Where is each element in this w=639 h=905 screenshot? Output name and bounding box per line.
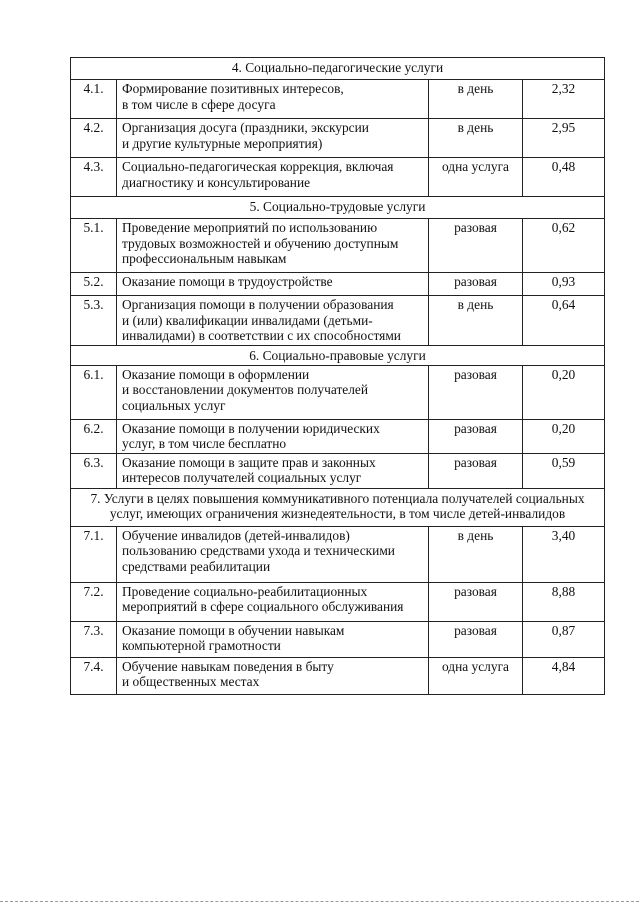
table-row xyxy=(71,219,605,273)
service-unit: в день xyxy=(429,80,523,119)
page-bottom-divider xyxy=(0,901,639,902)
service-name: Оказание помощи в защите прав и законных интересов получателей социальных услуг xyxy=(117,453,429,488)
service-name: Оказание помощи в получении юридических услуг, в том числе бесплатно xyxy=(117,419,429,453)
row-number: 5.2. xyxy=(71,273,117,296)
service-name: Проведение социально-реабилитационных мероприятий в сфере социального обслуживания xyxy=(117,582,429,621)
service-price: 2,95 xyxy=(523,119,605,158)
service-price: 0,20 xyxy=(523,365,605,419)
service-price: 0,87 xyxy=(523,621,605,657)
service-unit: разовая xyxy=(429,219,523,273)
service-name: Обучение навыкам поведения в быту и общественных местах xyxy=(117,657,429,694)
table-row xyxy=(71,273,605,296)
table-row xyxy=(71,119,605,158)
table-row xyxy=(71,158,605,197)
service-price: 0,20 xyxy=(523,419,605,453)
service-unit: в день xyxy=(429,296,523,346)
service-name: Социально-педагогическая коррекция, включая диагностику и консультирование xyxy=(117,158,429,197)
table-row xyxy=(71,80,605,119)
service-price: 0,93 xyxy=(523,273,605,296)
services-table xyxy=(70,57,605,695)
row-number: 4.1. xyxy=(71,80,117,119)
section-title: 4. Социально-педагогические услуги xyxy=(71,58,605,80)
service-unit: разовая xyxy=(429,453,523,488)
row-number: 6.1. xyxy=(71,365,117,419)
service-price: 2,32 xyxy=(523,80,605,119)
section-title: 7. Услуги в целях повышения коммуникативного потенциала получателей социальных услуг, имеющих ограничения жизнедеятельности, в том числе детей-инвалидов xyxy=(71,488,605,526)
service-name: Оказание помощи в обучении навыкам компьютерной грамотности xyxy=(117,621,429,657)
service-price: 4,84 xyxy=(523,657,605,694)
row-number: 5.3. xyxy=(71,296,117,346)
service-unit: в день xyxy=(429,526,523,582)
service-unit: разовая xyxy=(429,621,523,657)
section-header-row xyxy=(71,488,605,526)
table-row xyxy=(71,621,605,657)
row-number: 4.2. xyxy=(71,119,117,158)
table-row xyxy=(71,526,605,582)
service-price: 8,88 xyxy=(523,582,605,621)
service-unit: одна услуга xyxy=(429,657,523,694)
table-row xyxy=(71,419,605,453)
row-number: 7.3. xyxy=(71,621,117,657)
service-unit: разовая xyxy=(429,582,523,621)
service-name: Проведение мероприятий по использованию трудовых возможностей и обучению доступным профессиональным навыкам xyxy=(117,219,429,273)
service-price: 0,59 xyxy=(523,453,605,488)
service-price: 0,62 xyxy=(523,219,605,273)
service-name: Оказание помощи в оформлении и восстановлении документов получателей социальных услуг xyxy=(117,365,429,419)
service-price: 0,64 xyxy=(523,296,605,346)
service-price: 0,48 xyxy=(523,158,605,197)
row-number: 7.4. xyxy=(71,657,117,694)
row-number: 4.3. xyxy=(71,158,117,197)
table-row xyxy=(71,453,605,488)
service-name: Организация помощи в получении образования и (или) квалификации инвалидами (детьми- инвалидами) в соответствии с их способностями xyxy=(117,296,429,346)
row-number: 7.2. xyxy=(71,582,117,621)
service-name: Формирование позитивных интересов, в том числе в сфере досуга xyxy=(117,80,429,119)
section-title: 5. Социально-трудовые услуги xyxy=(71,197,605,219)
table-row xyxy=(71,582,605,621)
service-name: Обучение инвалидов (детей-инвалидов) пользованию средствами ухода и техническими средствами реабилитации xyxy=(117,526,429,582)
row-number: 7.1. xyxy=(71,526,117,582)
service-unit: разовая xyxy=(429,273,523,296)
table-row xyxy=(71,296,605,346)
row-number: 6.3. xyxy=(71,453,117,488)
service-unit: одна услуга xyxy=(429,158,523,197)
table-row xyxy=(71,365,605,419)
service-name: Оказание помощи в трудоустройстве xyxy=(117,273,429,296)
row-number: 5.1. xyxy=(71,219,117,273)
section-header-row xyxy=(71,197,605,219)
service-unit: разовая xyxy=(429,419,523,453)
section-header-row xyxy=(71,58,605,80)
service-unit: в день xyxy=(429,119,523,158)
section-title: 6. Социально-правовые услуги xyxy=(71,346,605,366)
row-number: 6.2. xyxy=(71,419,117,453)
section-header-row xyxy=(71,346,605,366)
table-row xyxy=(71,657,605,694)
service-unit: разовая xyxy=(429,365,523,419)
service-price: 3,40 xyxy=(523,526,605,582)
service-name: Организация досуга (праздники, экскурсии и другие культурные мероприятия) xyxy=(117,119,429,158)
